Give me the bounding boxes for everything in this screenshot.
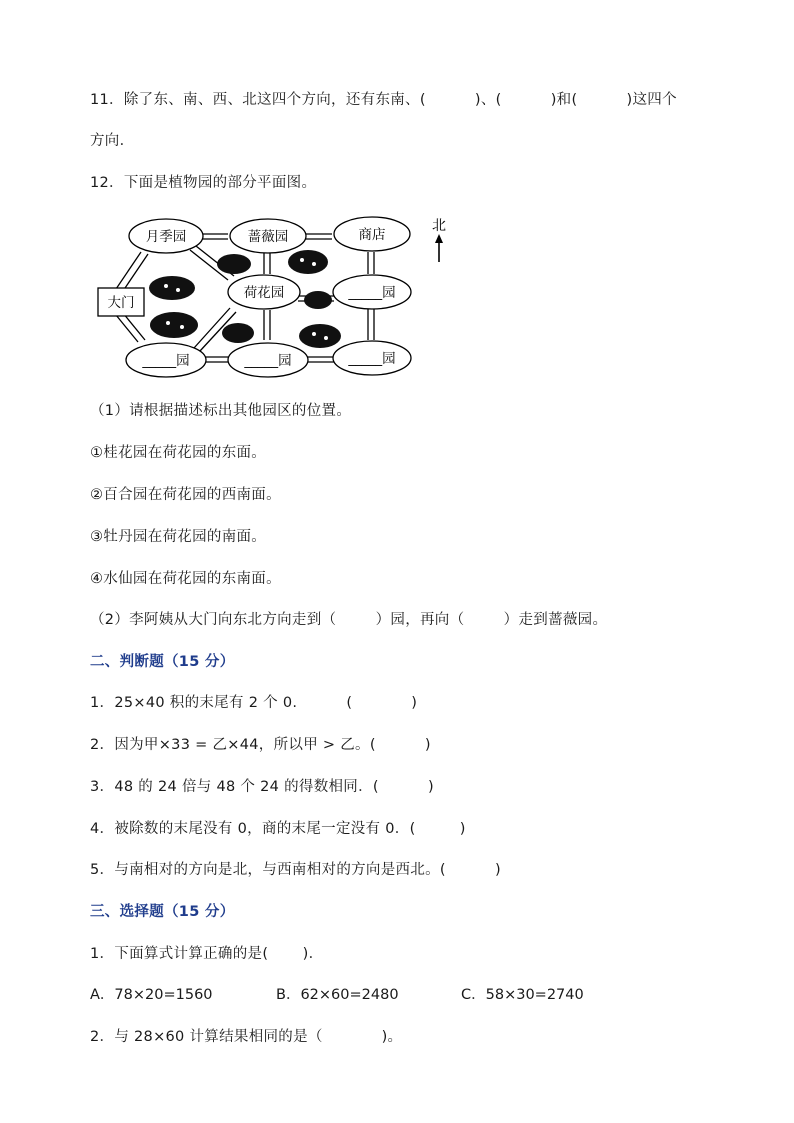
garden-climbing-rose-label: 蔷薇园 xyxy=(247,229,289,245)
garden-lotus-label: 荷花园 xyxy=(243,285,285,301)
judge-item-3: 3．48 的 24 倍与 48 个 24 的得数相同．( ) xyxy=(90,779,434,795)
north-label: 北 xyxy=(432,218,446,234)
garden-blank-east-label: _____园 xyxy=(348,285,396,301)
choice-q2: 2．与 28×60 计算结果相同的是（ )。 xyxy=(90,1029,403,1045)
shop-label: 商店 xyxy=(358,227,386,243)
judge-item-2: 2．因为甲×33 = 乙×44，所以甲 > 乙。( ) xyxy=(90,737,431,753)
question-12-intro: 12．下面是植物园的部分平面图。 xyxy=(90,175,317,191)
question-11-line2: 方向． xyxy=(90,133,135,149)
garden-rose-label: 月季园 xyxy=(145,229,187,245)
north-arrow-icon xyxy=(435,234,443,262)
choice-q1: 1．下面算式计算正确的是( )． xyxy=(90,946,324,962)
choice-q1-option-b: B．62×60=2480 xyxy=(276,987,399,1003)
question-11-line1: 11．除了东、南、西、北这四个方向，还有东南、( )、( )和( )这四个 xyxy=(90,92,677,108)
garden-blank-southwest-label: _____园 xyxy=(142,353,190,369)
q12-item-1: ①桂花园在荷花园的东面。 xyxy=(90,445,267,461)
choice-q1-option-c: C．58×30=2740 xyxy=(461,987,584,1003)
gate-label: 大门 xyxy=(107,295,135,311)
choice-q1-option-a: A．78×20=1560 xyxy=(90,987,213,1003)
q12-sub2: （2）李阿姨从大门向东北方向走到（ ）园，再向（ ）走到蔷薇园。 xyxy=(90,612,608,628)
q12-sub1: （1）请根据描述标出其他园区的位置。 xyxy=(90,403,352,419)
judge-item-4: 4．被除数的末尾没有 0，商的末尾一定没有 0．( ) xyxy=(90,821,466,837)
judge-item-1: 1．25×40 积的末尾有 2 个 0. ( ) xyxy=(90,695,418,711)
q12-item-2: ②百合园在荷花园的西南面。 xyxy=(90,487,281,503)
garden-map xyxy=(96,212,456,390)
section-2-title: 二、判断题（15 分） xyxy=(90,654,235,670)
section-3-title: 三、选择题（15 分） xyxy=(90,904,235,920)
judge-item-5: 5．与南相对的方向是北，与西南相对的方向是西北。( ) xyxy=(90,862,501,878)
q12-item-4: ④水仙园在荷花园的东南面。 xyxy=(90,571,281,587)
q12-item-3: ③牡丹园在荷花园的南面。 xyxy=(90,529,267,545)
garden-blank-southeast-label: _____园 xyxy=(348,351,396,367)
garden-blank-south-label: _____园 xyxy=(244,353,292,369)
